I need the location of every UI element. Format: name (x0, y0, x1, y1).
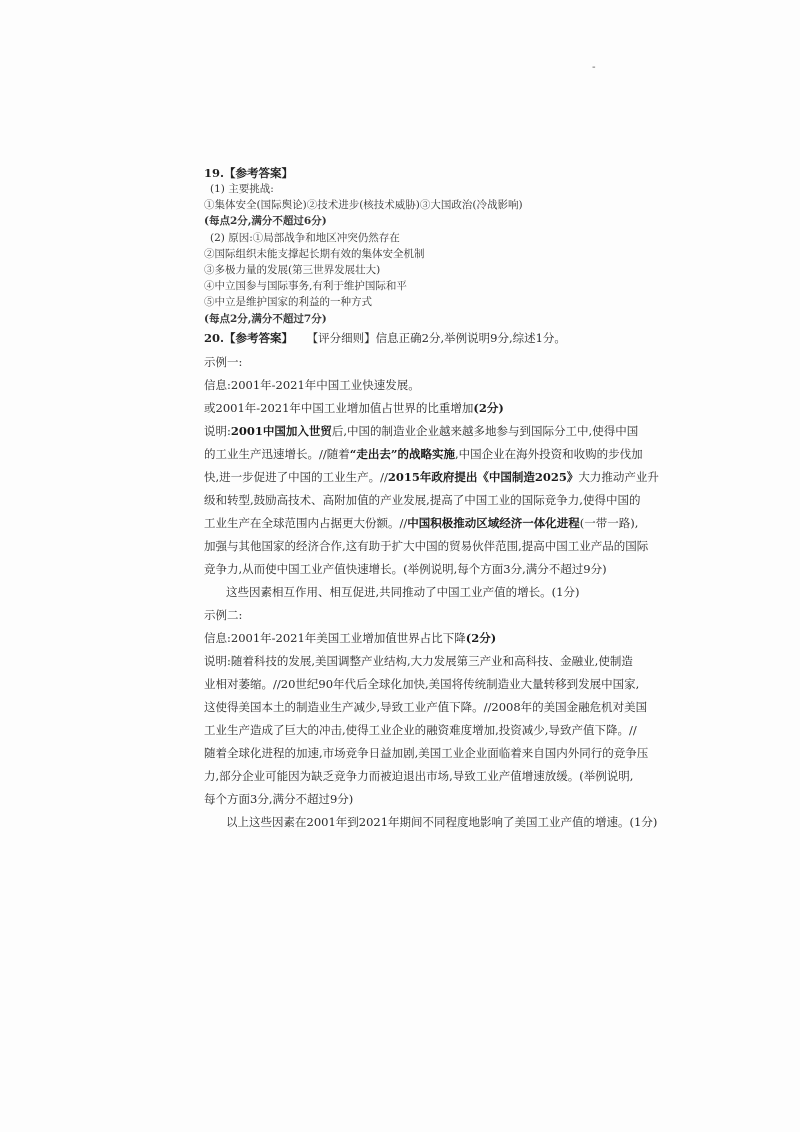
example1-explanation-line7: 竞争力,从而使中国工业产值快速增长。(举例说明,每个方面3分,满分不超过9分) (204, 562, 607, 576)
exp1-l3b: 大力推动产业升 (578, 470, 659, 484)
q19-part1-title: (1) 主要挑战: (210, 183, 274, 195)
example1-explanation-line1 (204, 424, 638, 438)
exp1-l3a: 快,进一步促进了中国的工业生产。// (204, 470, 388, 484)
example2-explanation-line3: 这使得美国本土的制造业生产减少,导致工业产值下降。//2008年的美国金融危机对美国 (204, 700, 648, 714)
example2-explanation-line1: 说明:随着科技的发展,美国调整产业结构,大力发展第三产业和高科技、金融业,使制造 (204, 654, 633, 668)
example2-explanation-line2: 业相对萎缩。//20世纪90年代后全球化加快,美国将传统制造业大量转移到发展中国家, (204, 677, 640, 691)
example2-info-text: 信息:2001年-2021年美国工业增加值世界占比下降 (204, 631, 466, 645)
exp1-l2b: ,中国企业在海外投资和收购的步伐加 (454, 447, 643, 461)
q19-part2-title: (2) 原因:①局部战争和地区冲突仍然存在 (210, 232, 400, 244)
example1-info: 信息:2001年-2021年中国工业快速发展。 (204, 378, 420, 392)
q19-part1-score: (每点2分,满分不超过6分) (204, 215, 327, 227)
q19-part2-item3: ③多极力量的发展(第三世界发展壮大) (204, 264, 381, 276)
example1-info-alt (204, 401, 504, 415)
example2-summary: 以上这些因素在2001年到2021年期间不同程度地影响了美国工业产值的增速。(1分) (226, 815, 658, 829)
q19-part2-score: (每点2分,满分不超过7分) (204, 313, 327, 325)
exp1-prefix: 说明: (204, 424, 231, 438)
q19-part2-item4: ④中立国参与国际事务,有利于维护国际和平 (204, 280, 407, 292)
exp1-key-wto: 2001中国加入世贸 (230, 424, 332, 438)
example2-explanation-line7: 每个方面3分,满分不超过9分) (204, 792, 354, 806)
example2-explanation-line5: 随着全球化进程的加速,市场竞争日益加剧,美国工业企业面临着来自国内外同行的竞争压 (204, 746, 649, 760)
example2-explanation-line4: 工业生产造成了巨大的冲击,使得工业企业的融资难度增加,投资减少,导致产值下降。// (204, 723, 637, 737)
example1-explanation-line4: 级和转型,鼓励高技术、高附加值的产业发展,提高了中国工业的国际竞争力,使得中国的 (204, 493, 641, 507)
exp1-l2a: 的工业生产迅速增长。//随着 (204, 447, 350, 461)
q19-part2-item2: ②国际组织未能支撑起长期有效的集体安全机制 (204, 248, 425, 260)
example1-info-alt-text: 或2001年-2021年中国工业增加值占世界的比重增加 (204, 401, 474, 415)
example1-explanation-line5 (204, 516, 638, 530)
q20-rubric: 【评分细则】信息正确2分,举例说明9分,综述1分。 (306, 331, 566, 345)
q19-heading: 19.【参考答案】 (204, 166, 294, 180)
exp1-l5a: 工业生产在全球范围内占据更大份额。// (204, 516, 408, 530)
exp1-l5b: (一带一路), (579, 516, 639, 530)
q20-heading: 20.【参考答案】 (204, 331, 294, 345)
example2-explanation-line6: 力,部分企业可能因为缺乏竞争力而被迫退出市场,导致工业产值增速放缓。(举例说明, (204, 769, 634, 783)
example2-info-score: (2分) (465, 631, 497, 645)
example1-summary: 这些因素相互作用、相互促进,共同推动了中国工业产值的增长。(1分) (226, 585, 580, 599)
exp1-key-regional: 中国积极推动区域经济一体化进程 (407, 516, 580, 530)
example1-explanation-line3 (204, 470, 659, 484)
q19-part1-items: ①集体安全(国际舆论)②技术进步(核技术威胁)③大国政治(冷战影响) (204, 199, 523, 211)
example2-label: 示例二: (204, 608, 243, 622)
exp1-text1: 后,中国的制造业企业越来越多地参与到国际分工中,使得中国 (331, 424, 639, 438)
corner-mark: - (592, 62, 596, 73)
example1-info-alt-score: (2分) (473, 401, 504, 415)
example2-info (204, 631, 496, 645)
exp1-key-going-out: “走出去”的战略实施 (349, 447, 455, 461)
example1-explanation-line6: 加强与其他国家的经济合作,这有助于扩大中国的贸易伙伴范围,提高中国工业产品的国际 (204, 539, 649, 553)
example1-explanation-line2 (204, 447, 643, 461)
q20-heading-line (204, 331, 566, 345)
example1-label: 示例一: (204, 355, 243, 369)
q19-part2-item5: ⑤中立是维护国家的利益的一种方式 (204, 296, 372, 308)
exp1-key-made-in-china: 2015年政府提出《中国制造2025》 (387, 470, 579, 484)
